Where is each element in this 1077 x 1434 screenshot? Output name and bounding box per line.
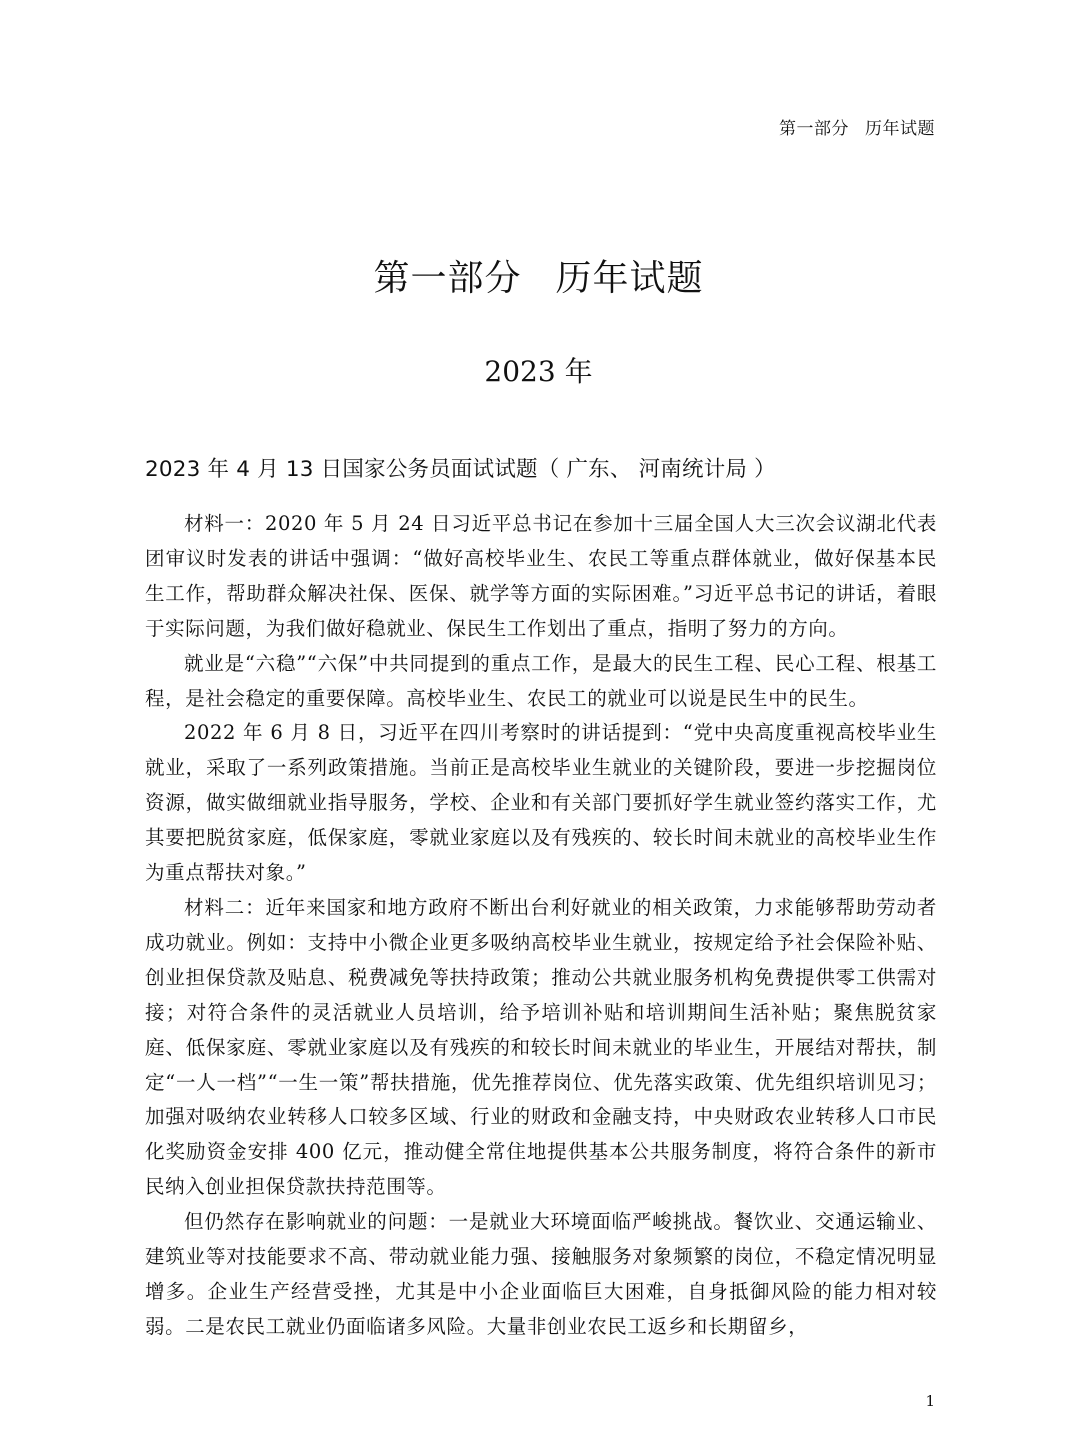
paragraph-material-one: 材料一：2020 年 5 月 24 日习近平总书记在参加十三届全国人大三次会议湖北代表团审议时发表的讲话中强调：“做好高校毕业生、农民工等重点群体就业，做好保基本民生工作，帮助群众解决社保、医保、就学等方面的实际困难。”习近平总书记的讲话，着眼于实际问题，为我们做好稳就业、保民生工作划出了重点，指明了努力的方向。 — [145, 512, 937, 640]
page-number: 1 — [925, 1392, 935, 1410]
part-title-part: 第一部分 — [373, 258, 522, 299]
running-header-part: 第一部分 — [779, 119, 849, 139]
section-title: 2023 年 4 月 13 日国家公务员面试试题（ 广东、 河南统计局 ） — [145, 457, 776, 482]
body-text — [145, 507, 937, 1345]
paragraph-2022-speech: 2022 年 6 月 8 日，习近平在四川考察时的讲话提到：“党中央高度重视高校毕业生就业，采取了一系列政策措施。当前正是高校毕业生就业的关键阶段，要进一步挖掘岗位资源，做实做细就业指导服务，学校、企业和有关部门要抓好学生就业签约落实工作，尤其要把脱贫家庭，低保家庭，零就业家庭以及有残疾的、较长时间未就业的高校毕业生作为重点帮扶对象。” — [145, 721, 937, 885]
paragraph-problems: 但仍然存在影响就业的问题：一是就业大环境面临严峻挑战。餐饮业、交通运输业、建筑业等对技能要求不高、带动就业能力强、接触服务对象频繁的岗位，不稳定情况明显增多。企业生产经营受挫，尤其是中小企业面临巨大困难，自身抵御风险的能力相对较弱。二是农民工就业仍面临诸多风险。大量非创业农民工返乡和长期留乡， — [145, 1210, 937, 1338]
paragraph-employment: 就业是“六稳”“六保”中共同提到的重点工作，是最大的民生工程、民心工程、根基工程，是社会稳定的重要保障。高校毕业生、农民工的就业可以说是民生中的民生。 — [145, 651, 937, 710]
part-title-text: 历年试题 — [555, 258, 704, 299]
year-heading: 2023 年 — [484, 355, 593, 388]
running-header — [779, 114, 935, 139]
paragraph-material-two: 材料二：近年来国家和地方政府不断出台利好就业的相关政策，力求能够帮助劳动者成功就业。例如：支持中小微企业更多吸纳高校毕业生就业，按规定给予社会保险补贴、创业担保贷款及贴息、税费减免等扶持政策；推动公共就业服务机构免费提供零工供需对接；对符合条件的灵活就业人员培训，给予培训补贴和培训期间生活补贴；聚焦脱贫家庭、低保家庭、零就业家庭以及有残疾的和较长时间未就业的毕业生，开展结对帮扶，制定“一人一档”“一生一策”帮扶措施，优先推荐岗位、优先落实政策、优先组织培训见习；加强对吸纳农业转移人口较多区域、行业的财政和金融支持，中央财政农业转移人口市民化奖励资金安排 400 亿元，推动健全常住地提供基本公共服务制度，将符合条件的新市民纳入创业担保贷款扶持范围等。 — [145, 895, 937, 1199]
running-header-title: 历年试题 — [865, 119, 935, 139]
part-title — [0, 250, 1077, 301]
